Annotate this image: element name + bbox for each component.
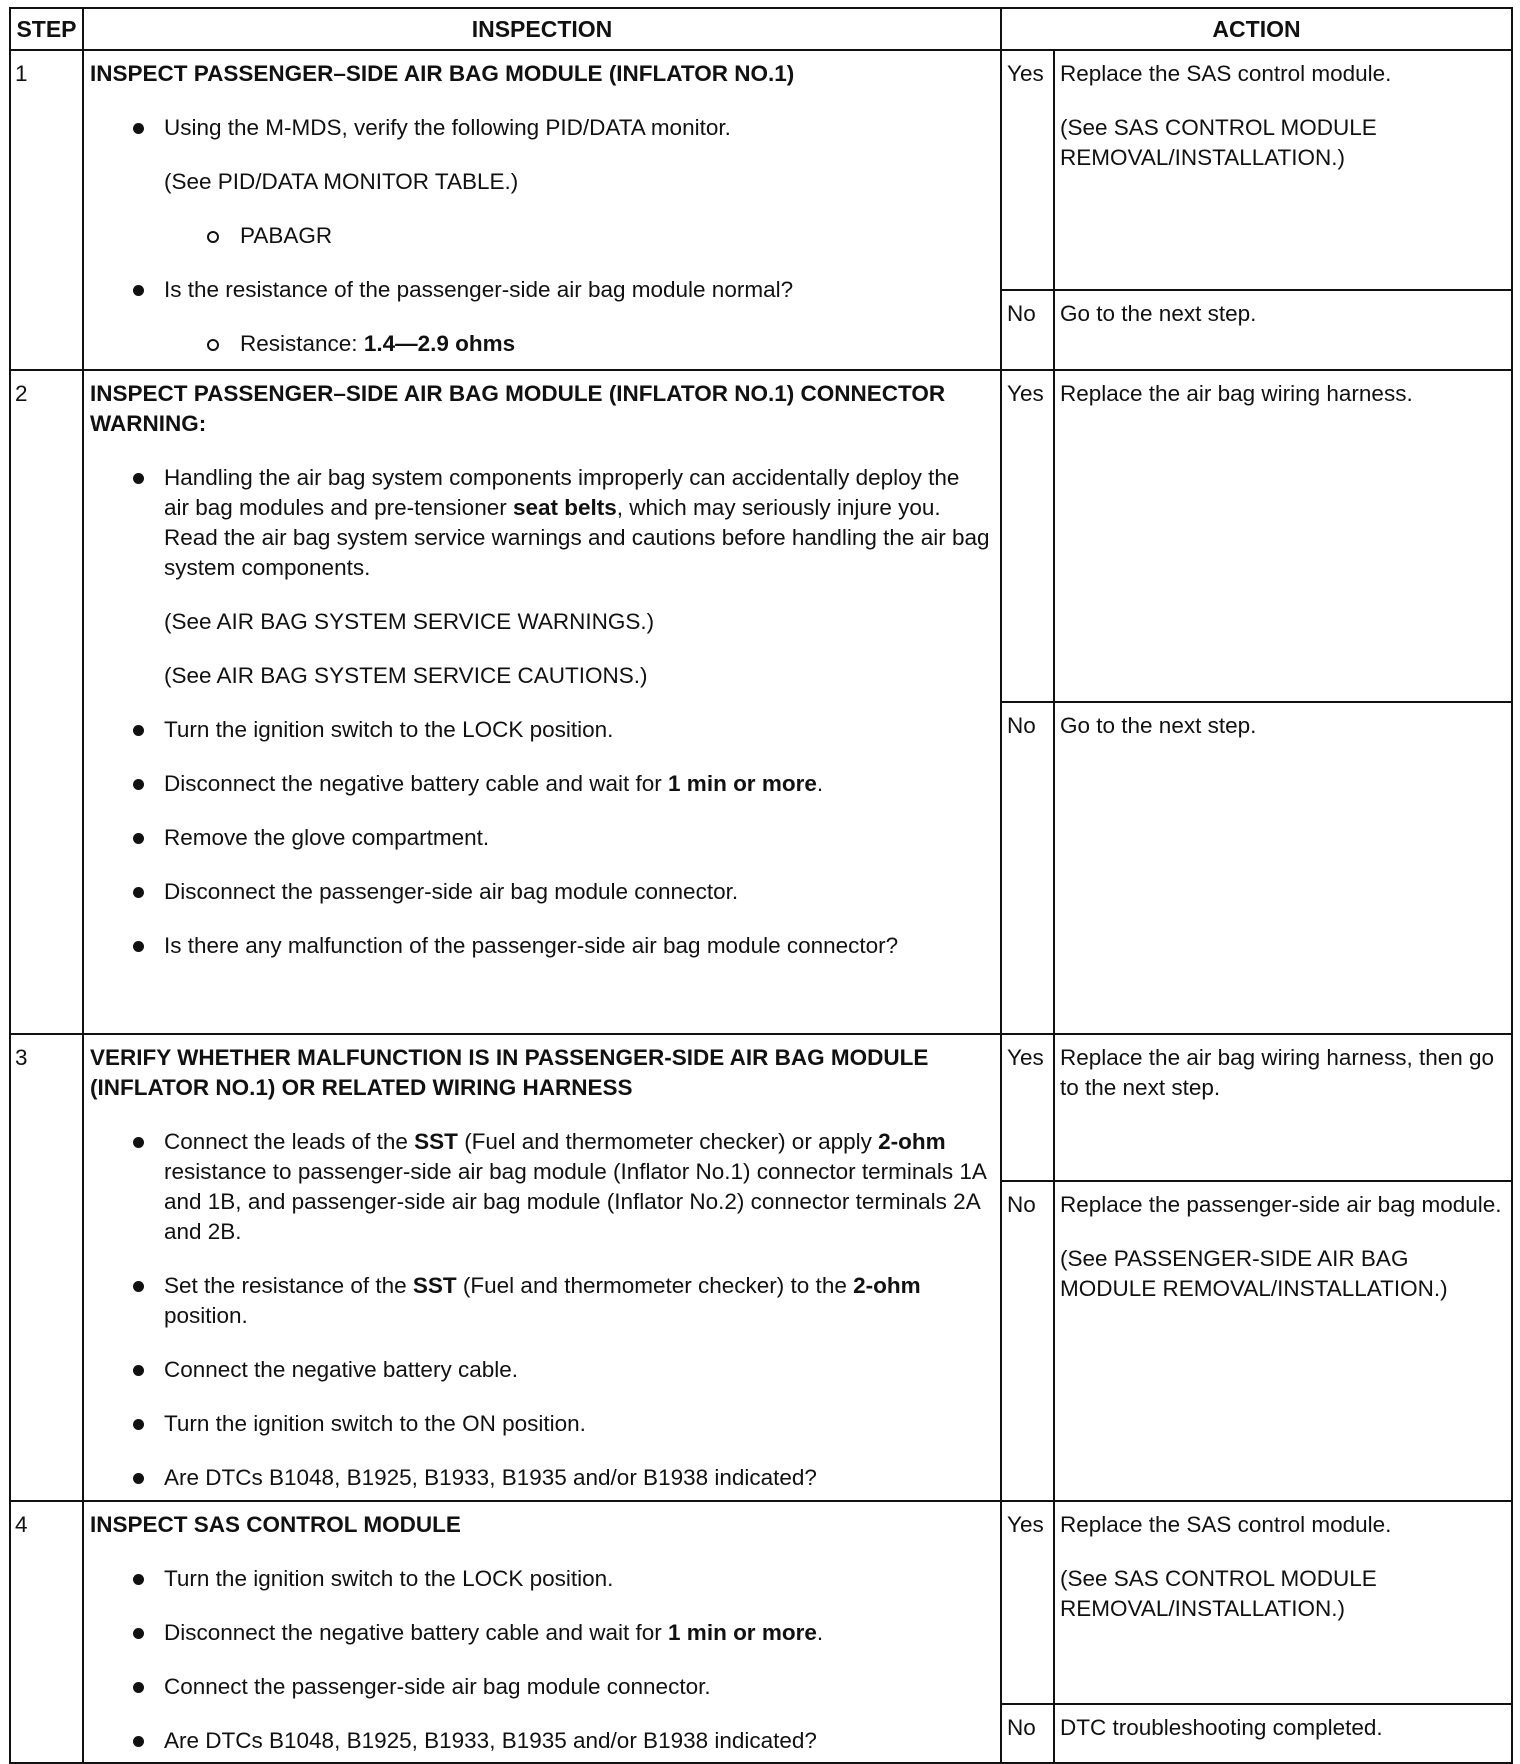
no-action: Go to the next step.	[1054, 702, 1512, 1034]
reference-note: (See SAS CONTROL MODULE REMOVAL/INSTALLATION.)	[1060, 1566, 1377, 1621]
bullet-icon	[133, 1574, 144, 1585]
list-item: Remove the glove compartment.	[90, 823, 990, 853]
yes-action: Replace the air bag wiring harness.	[1054, 370, 1512, 702]
list-item: Disconnect the negative battery cable and wait for 1 min or more.	[90, 769, 990, 799]
list-item: Set the resistance of the SST (Fuel and thermometer checker) to the 2-ohm position.	[90, 1271, 990, 1331]
bullet-icon	[133, 123, 144, 134]
no-action: Replace the passenger-side air bag module. (See PASSENGER-SIDE AIR BAG MODULE REMOVAL/INSTALLATION.)	[1054, 1181, 1512, 1501]
no-label: No	[1001, 1181, 1054, 1501]
list-item: Handling the air bag system components improperly can accidentally deploy the air bag modules and pre-tensioner seat belts, which may seriously injure you. Read the air bag system service warnings and cautions before handling the air bag system components.	[90, 463, 990, 583]
sub-item: PABAGR	[90, 221, 990, 251]
reference-note: (See PID/DATA MONITOR TABLE.)	[164, 169, 519, 194]
bullet-icon	[133, 1419, 144, 1430]
yes-action: Replace the air bag wiring harness, then go to the next step.	[1054, 1034, 1512, 1181]
list-item: Connect the passenger-side air bag module connector.	[90, 1672, 990, 1702]
warning-label: WARNING:	[90, 411, 207, 436]
step-number: 1	[10, 50, 83, 370]
step-number: 2	[10, 370, 83, 1034]
step-title: INSPECT PASSENGER–SIDE AIR BAG MODULE (INFLATOR NO.1) CONNECTOR	[90, 381, 946, 406]
list-item: Are DTCs B1048, B1925, B1933, B1935 and/or B1938 indicated?	[90, 1726, 990, 1756]
bullet-icon	[133, 285, 144, 296]
yes-label: Yes	[1001, 50, 1054, 290]
list-item: Connect the negative battery cable.	[90, 1355, 990, 1385]
no-label: No	[1001, 290, 1054, 370]
yes-label: Yes	[1001, 370, 1054, 702]
step-2-inspection	[83, 370, 1001, 1034]
bullet-icon	[133, 473, 144, 484]
list-item: Turn the ignition switch to the LOCK position.	[90, 1564, 990, 1594]
step-3-inspection	[83, 1034, 1001, 1501]
no-label: No	[1001, 1704, 1054, 1763]
bullet-icon	[133, 1628, 144, 1639]
list-item: Disconnect the negative battery cable and wait for 1 min or more.	[90, 1618, 990, 1648]
bullet-icon	[133, 725, 144, 736]
bullet-icon	[133, 1137, 144, 1148]
list-item: Disconnect the passenger-side air bag module connector.	[90, 877, 990, 907]
step-2-row-a	[10, 370, 1512, 702]
bullet-icon	[133, 1281, 144, 1292]
bullet-icon	[133, 941, 144, 952]
step-1-row-a	[10, 50, 1512, 290]
list-item: Is there any malfunction of the passenger-side air bag module connector?	[90, 931, 990, 961]
no-action: Go to the next step.	[1054, 290, 1512, 370]
list-item: Using the M-MDS, verify the following PID/DATA monitor.	[90, 113, 990, 143]
step-4-inspection	[83, 1501, 1001, 1763]
step-4-row-a	[10, 1501, 1512, 1704]
step-title: INSPECT PASSENGER–SIDE AIR BAG MODULE (INFLATOR NO.1)	[90, 61, 795, 86]
bullet-icon	[133, 1473, 144, 1484]
yes-label: Yes	[1001, 1501, 1054, 1704]
bullet-icon	[133, 779, 144, 790]
step-number: 3	[10, 1034, 83, 1501]
action-header: ACTION	[1001, 8, 1512, 50]
list-item: Is the resistance of the passenger-side air bag module normal?	[90, 275, 990, 305]
no-action: DTC troubleshooting completed.	[1054, 1704, 1512, 1763]
yes-label: Yes	[1001, 1034, 1054, 1181]
no-label: No	[1001, 702, 1054, 1034]
inspection-header: INSPECTION	[83, 8, 1001, 50]
bullet-icon	[133, 1365, 144, 1376]
circle-bullet-icon	[207, 339, 219, 351]
list-item: Connect the leads of the SST (Fuel and thermometer checker) or apply 2-ohm resistance to passenger-side air bag module (Inflator No.1) connector terminals 1A and 1B, and passenger-side air bag module (Inflator No.2) connector terminals 2A and 2B.	[90, 1127, 990, 1247]
bullet-icon	[133, 1736, 144, 1747]
sub-item: Resistance: 1.4—2.9 ohms	[90, 329, 990, 359]
reference-note: (See AIR BAG SYSTEM SERVICE WARNINGS.)	[164, 609, 655, 634]
step-title: INSPECT SAS CONTROL MODULE	[90, 1512, 461, 1537]
step-title: VERIFY WHETHER MALFUNCTION IS IN PASSENGER-SIDE AIR BAG MODULE (INFLATOR NO.1) OR RELATED WIRING HARNESS	[90, 1045, 929, 1100]
header-row	[10, 8, 1512, 50]
list-item: Turn the ignition switch to the LOCK position.	[90, 715, 990, 745]
bullet-icon	[133, 833, 144, 844]
list-item: Turn the ignition switch to the ON position.	[90, 1409, 990, 1439]
step-1-inspection	[83, 50, 1001, 370]
circle-bullet-icon	[207, 231, 219, 243]
troubleshooting-table	[9, 7, 1513, 1764]
step-3-row-a	[10, 1034, 1512, 1181]
yes-action: Replace the SAS control module. (See SAS CONTROL MODULE REMOVAL/INSTALLATION.)	[1054, 50, 1512, 290]
yes-action: Replace the SAS control module. (See SAS CONTROL MODULE REMOVAL/INSTALLATION.)	[1054, 1501, 1512, 1704]
list-item: Are DTCs B1048, B1925, B1933, B1935 and/or B1938 indicated?	[90, 1463, 990, 1493]
reference-note: (See AIR BAG SYSTEM SERVICE CAUTIONS.)	[164, 663, 648, 688]
step-header: STEP	[10, 8, 83, 50]
bullet-icon	[133, 887, 144, 898]
reference-note: (See SAS CONTROL MODULE REMOVAL/INSTALLATION.)	[1060, 115, 1377, 170]
step-number: 4	[10, 1501, 83, 1763]
reference-note: (See PASSENGER-SIDE AIR BAG MODULE REMOVAL/INSTALLATION.)	[1060, 1246, 1448, 1301]
bullet-icon	[133, 1682, 144, 1693]
